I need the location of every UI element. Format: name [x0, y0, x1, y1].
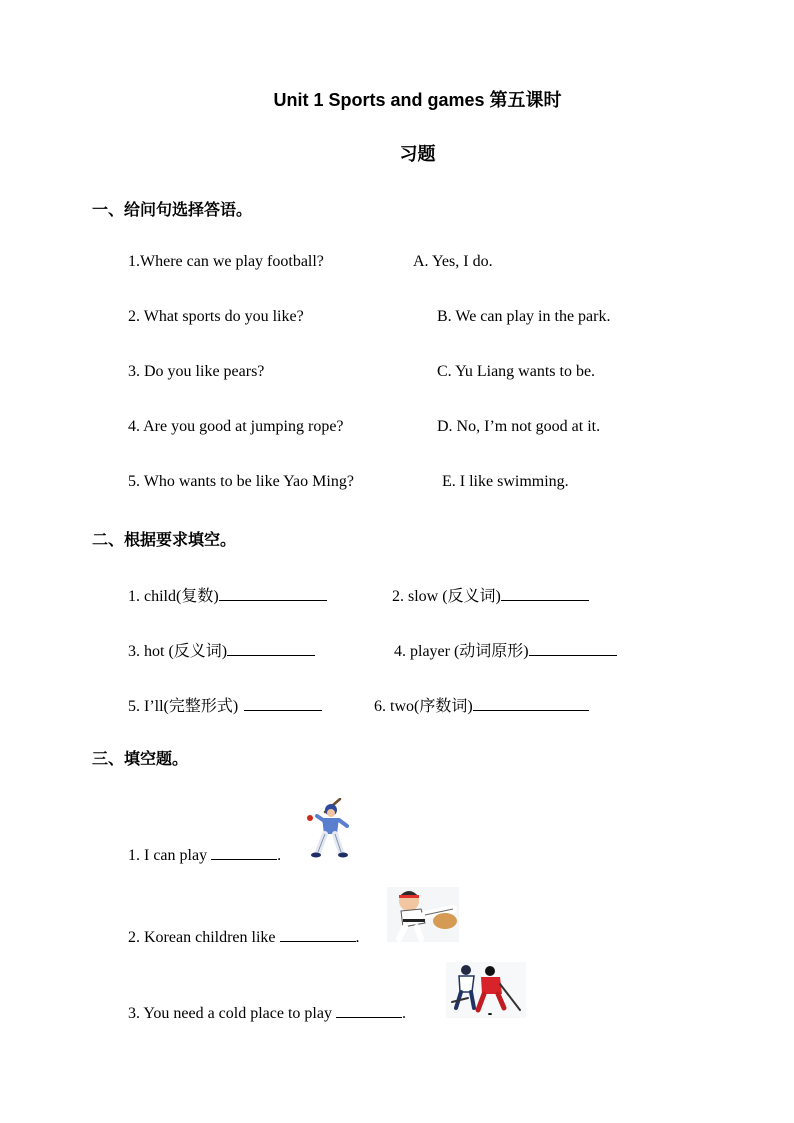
- answer-blank[interactable]: [529, 641, 617, 656]
- answer-blank[interactable]: [473, 696, 589, 711]
- fill-item-6-label: 6. two(序数词): [374, 698, 473, 715]
- section3-heading: 三、填空题。: [92, 749, 189, 768]
- answer-blank[interactable]: [336, 1003, 402, 1018]
- picture-item-3: [128, 1003, 406, 1023]
- question-4: 4. Are you good at jumping rope?: [128, 418, 344, 435]
- answer-blank[interactable]: [227, 641, 315, 656]
- fill-item-3-label: 3. hot (反义词): [128, 643, 228, 660]
- period: .: [277, 847, 282, 864]
- baseball-player-icon: [303, 798, 353, 860]
- answer-a: A. Yes, I do.: [413, 253, 493, 270]
- answer-blank[interactable]: [280, 927, 356, 942]
- section1-heading: 一、给问句选择答语。: [92, 200, 253, 219]
- fill-item-6: [374, 693, 589, 716]
- period: .: [355, 929, 360, 946]
- answer-blank[interactable]: [219, 586, 327, 601]
- fill-item-1: [128, 583, 327, 606]
- answer-c: C. Yu Liang wants to be.: [437, 363, 596, 380]
- fill-item-4-label: 4. player (动词原形): [394, 643, 529, 660]
- answer-blank[interactable]: [244, 696, 322, 711]
- ice-hockey-icon: [446, 962, 526, 1018]
- answer-e: E. I like swimming.: [442, 473, 569, 490]
- question-3: 3. Do you like pears?: [128, 363, 265, 380]
- section2-heading: 二、根据要求填空。: [92, 530, 237, 549]
- question-1: 1.Where can we play football?: [128, 253, 324, 270]
- page-title: Unit 1 Sports and games 第五课时: [273, 90, 562, 110]
- answer-d: D. No, I’m not good at it.: [437, 418, 601, 435]
- fill-item-4: [394, 638, 617, 661]
- answer-blank[interactable]: [501, 586, 589, 601]
- question-2: 2. What sports do you like?: [128, 308, 304, 325]
- answer-blank[interactable]: [211, 845, 277, 860]
- fill-item-3: [128, 638, 315, 661]
- picture-item-2-label: 2. Korean children like: [128, 929, 276, 946]
- answer-b: B. We can play in the park.: [437, 308, 611, 325]
- picture-item-1: [128, 845, 281, 865]
- question-5: 5. Who wants to be like Yao Ming?: [128, 473, 354, 490]
- fill-item-5-label: 5. I’ll(完整形式): [128, 698, 239, 715]
- page-subtitle: 习题: [399, 144, 436, 164]
- period: .: [401, 1005, 406, 1022]
- picture-item-2: [128, 927, 360, 947]
- fill-item-1-label: 1. child(复数): [128, 588, 219, 605]
- picture-item-3-label: 3. You need a cold place to play: [128, 1005, 332, 1022]
- fill-item-5: [128, 693, 322, 716]
- picture-item-1-label: 1. I can play: [128, 847, 208, 864]
- taekwondo-icon: [387, 887, 459, 942]
- fill-item-2-label: 2. slow (反义词): [392, 588, 501, 605]
- fill-item-2: [392, 583, 589, 606]
